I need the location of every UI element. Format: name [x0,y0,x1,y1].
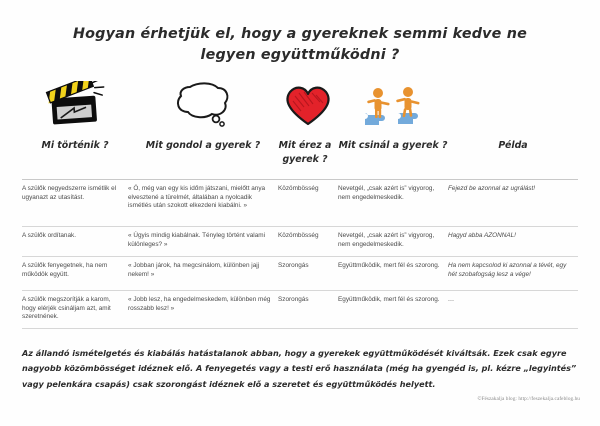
cell-mit-erez: Szorongás [278,262,309,269]
table-row [22,291,578,329]
thought-bubble-icon [172,81,234,127]
cell-mit-gondol: « Jobban járok, ha megcsinálom, különben jajj nekem! » [128,262,260,278]
icon-header-row [0,77,600,139]
cell-pelda: … [448,296,455,303]
cell-mit-gondol: « Ó, még van egy kis időm játszani, mielőtt anya elvesztené a türelmét, általában a nyolcadik ismétlés után szokott elkezdeni kiabálni. » [128,185,266,210]
column-header-mi-tortenik: Mi történik ? [41,140,109,151]
summary-paragraph: Az állandó ismételgetés és kiabálás hatástalanok abban, hogy a gyerekek együttműködését kiváltsák. Ezek csak egyre nagyobb közömbösséget idéznek elő. A fenyegetés vagy a testi erő használata (még ha gyengéd is, pl. kézre „legyintés” vagy pelenkára csapás) csak szorongást idéznek elő a szeretet és együttműködés helyett. [22,348,577,389]
cell-mit-gondol: « Úgyis mindig kiabálnak. Tényleg történt valami különleges? » [128,232,265,248]
cell-mi-tortenik: A szülők megszorítják a karom, hogy elérjék csináljam azt, amit szeretnének. [22,296,111,321]
icon-cell-mit-gondol [128,77,278,127]
behaviour-table [22,179,578,329]
cell-mit-csinal: Együttműködik, mert fél és szorong. [338,262,440,269]
page-title: Hogyan érhetjük el, hogy a gyereknek semmi kedve ne legyen együttműködni ? [72,26,528,63]
clapperboard-icon [44,81,106,127]
column-header-mit-csinal: Mit csinál a gyerek ? [338,140,448,151]
heart-icon [282,83,334,127]
cell-pelda: Hagyd abba AZONNAL! [448,232,516,239]
column-header-mit-erez: Mit érez a gyerek ? [278,140,332,165]
column-header-mit-gondol: Mit gondol a gyerek ? [145,140,261,151]
cell-mit-erez: Közömbösség [278,185,319,192]
cell-mi-tortenik: A szülők fenyegetnek, ha nem működök együtt. [22,262,108,278]
table-row [22,257,578,291]
cell-mit-erez: Szorongás [278,296,309,303]
cell-mit-erez: Közömbösség [278,232,319,239]
cell-mit-csinal: Nevetgél, „csak azért is” vigyorog, nem engedelmeskedik. [338,232,435,248]
table-row [22,227,578,257]
cell-pelda: Fejezd be azonnal az ugrálást! [448,185,536,192]
icon-cell-mit-csinal [338,77,448,127]
icon-cell-mit-erez [278,77,338,127]
table-row [22,180,578,227]
cell-mi-tortenik: A szülők ordítanak. [22,232,76,239]
cell-mi-tortenik: A szülők negyedszerre ismétlik el ugyanazt az utasítást. [22,185,117,201]
cell-mit-csinal: Együttműködik, mert fél és szorong. [338,296,440,303]
column-header-pelda: Példa [498,140,528,151]
cell-pelda: Ha nem kapcsolod ki azonnal a tévét, egy hét szobafogság lesz a vége! [448,262,567,278]
footer-credit: ©Fészakalja blog: http://feszekalja.cafeblog.hu [477,396,580,402]
column-header-row [0,139,600,179]
cell-mit-gondol: « Jobb lesz, ha engedelmeskedem, különben még rosszabb lesz! » [128,296,271,312]
cell-mit-csinal: Nevetgél, „csak azért is” vigyorog, nem engedelmeskedik. [338,185,435,201]
icon-cell-mi-tortenik [22,77,128,127]
two-people-puzzle-icon [360,85,426,127]
